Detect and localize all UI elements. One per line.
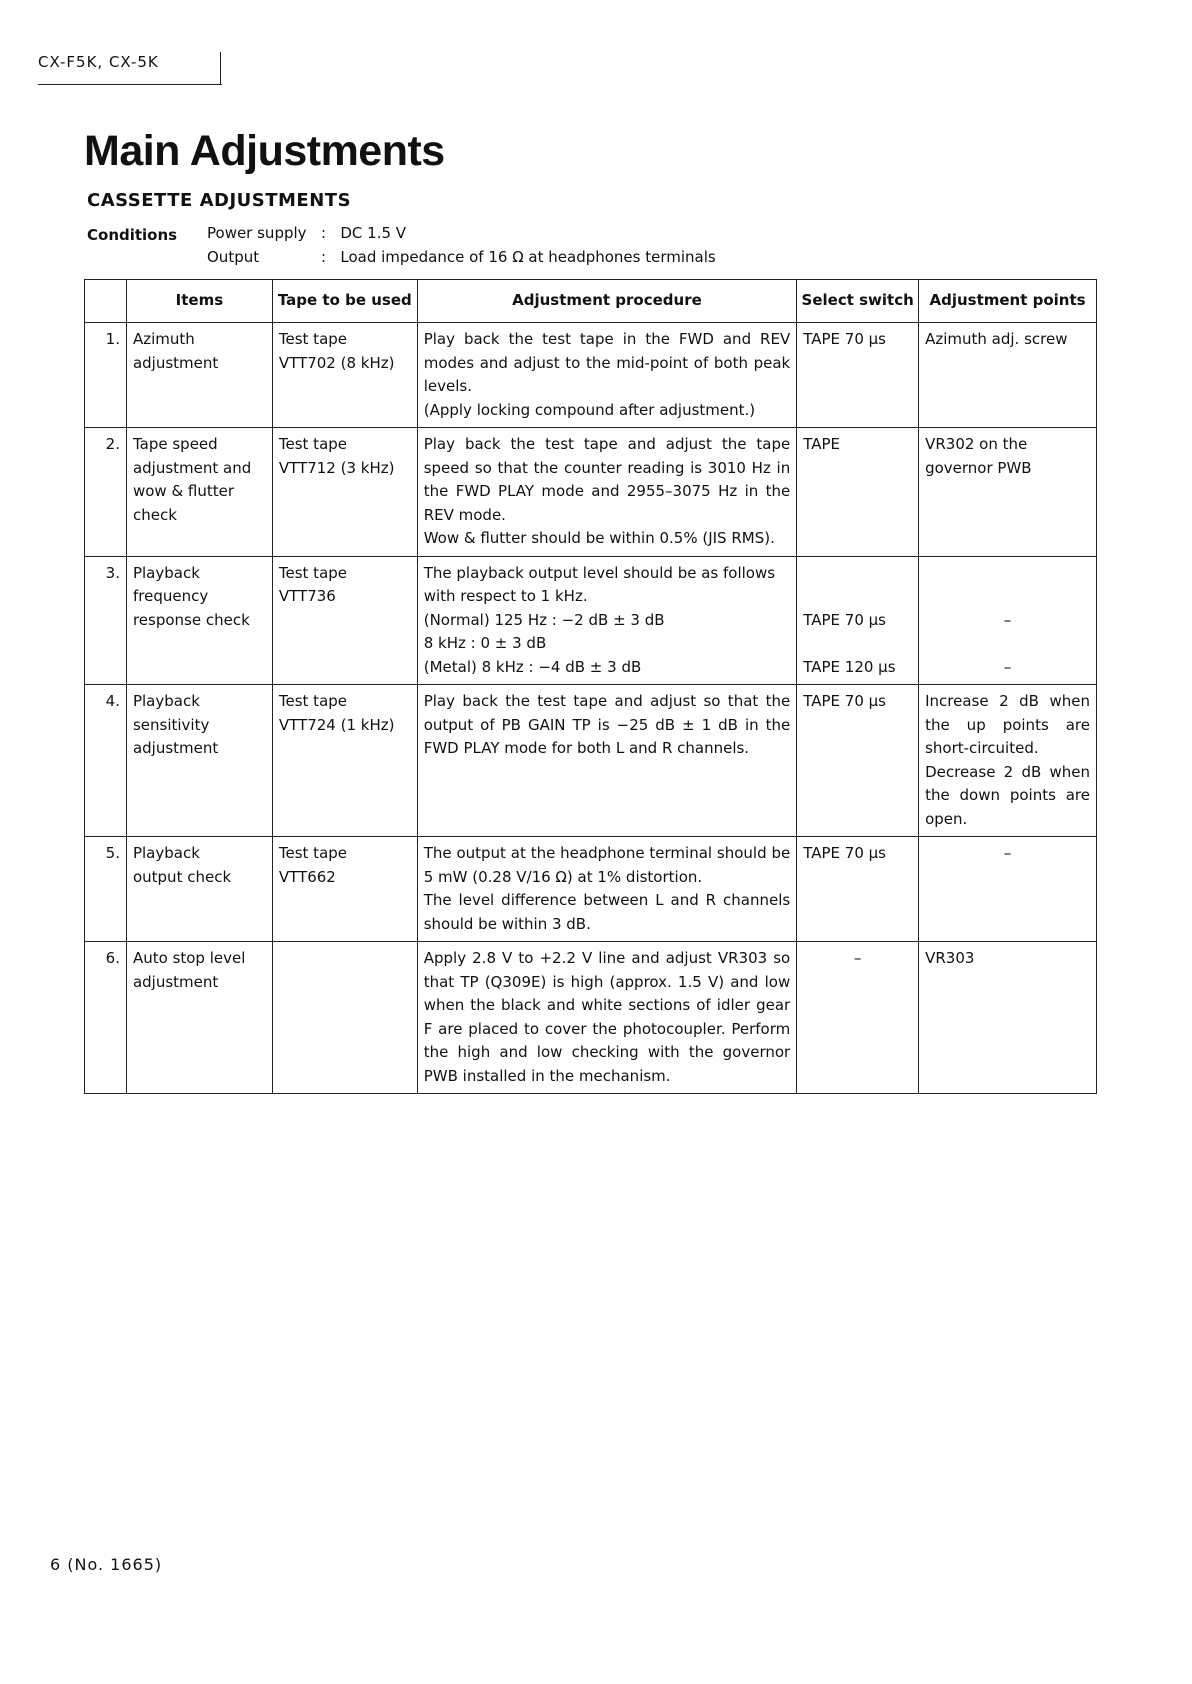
- row-procedure: Play back the test tape and adjust so that the output of PB GAIN TP is −25 dB ± 1 dB in the FWD PLAY mode for both L and R channels.: [417, 685, 797, 837]
- header-switch: Select switch: [797, 280, 919, 323]
- row-points: – –: [919, 556, 1097, 685]
- row-number: 2.: [85, 428, 127, 557]
- table-row: [85, 942, 1097, 1094]
- row-item: Playback frequency response check: [126, 556, 272, 685]
- row-switch: –: [797, 942, 919, 1094]
- row-tape: Test tape VTT662: [272, 837, 417, 942]
- row-points: –: [919, 837, 1097, 942]
- table-row: [85, 428, 1097, 557]
- row-number: 6.: [85, 942, 127, 1094]
- row-procedure: Play back the test tape and adjust the tape speed so that the counter reading is 3010 Hz in the FWD PLAY mode and 2955–3075 Hz in the REV mode. Wow & flutter should be within 0.5% (JIS RMS).: [417, 428, 797, 557]
- header-procedure: Adjustment procedure: [417, 280, 797, 323]
- table-row: [85, 556, 1097, 685]
- row-number: 4.: [85, 685, 127, 837]
- row-points: VR303: [919, 942, 1097, 1094]
- row-item: Azimuth adjustment: [126, 323, 272, 428]
- section-subtitle: CASSETTE ADJUSTMENTS: [87, 190, 352, 211]
- header-tape: Tape to be used: [272, 280, 417, 323]
- row-points: Azimuth adj. screw: [919, 323, 1097, 428]
- table-row: [85, 323, 1097, 428]
- table-row: [85, 837, 1097, 942]
- page-footer: 6 (No. 1665): [50, 1555, 163, 1574]
- row-number: 1.: [85, 323, 127, 428]
- row-procedure: The output at the headphone terminal should be 5 mW (0.28 V/16 Ω) at 1% distortion. The level difference between L and R channels should be within 3 dB.: [417, 837, 797, 942]
- row-number: 3.: [85, 556, 127, 685]
- row-switch: TAPE 70 μs: [797, 685, 919, 837]
- row-item: Playback sensitivity adjustment: [126, 685, 272, 837]
- adjustments-table: [84, 279, 1097, 1094]
- row-tape: Test tape VTT736: [272, 556, 417, 685]
- condition-power-supply: [207, 224, 406, 242]
- condition-key: Power supply: [207, 224, 307, 242]
- conditions-label: Conditions: [87, 226, 178, 244]
- header-items: Items: [126, 280, 272, 323]
- page-title: Main Adjustments: [84, 127, 445, 175]
- table-header-row: [85, 280, 1097, 323]
- condition-value: Load impedance of 16 Ω at headphones terminals: [340, 248, 716, 266]
- condition-key: Output: [207, 248, 260, 266]
- row-number: 5.: [85, 837, 127, 942]
- condition-sep: :: [321, 224, 327, 242]
- row-tape: Test tape VTT712 (3 kHz): [272, 428, 417, 557]
- header-no: [85, 280, 127, 323]
- row-switch: TAPE 70 μs: [797, 837, 919, 942]
- row-item: Auto stop level adjustment: [126, 942, 272, 1094]
- table-row: [85, 685, 1097, 837]
- row-tape: Test tape VTT724 (1 kHz): [272, 685, 417, 837]
- header-rule: [38, 84, 222, 85]
- condition-output: [207, 248, 716, 266]
- row-switch: TAPE 70 μs: [797, 323, 919, 428]
- header-rule-vertical: [220, 52, 221, 84]
- row-switch: TAPE: [797, 428, 919, 557]
- row-item: Playback output check: [126, 837, 272, 942]
- row-tape: [272, 942, 417, 1094]
- header-points: Adjustment points: [919, 280, 1097, 323]
- row-procedure: Play back the test tape in the FWD and REV modes and adjust to the mid-point of both peak levels. (Apply locking compound after adjustment.): [417, 323, 797, 428]
- row-switch: TAPE 70 μs TAPE 120 μs: [797, 556, 919, 685]
- model-header: CX-F5K, CX-5K: [38, 53, 159, 71]
- condition-sep: :: [321, 248, 327, 266]
- row-procedure: Apply 2.8 V to +2.2 V line and adjust VR303 so that TP (Q309E) is high (approx. 1.5 V) and low when the black and white sections of idler gear F are placed to cover the photocoupler. Perform the high and low checking with the governor PWB installed in the mechanism.: [417, 942, 797, 1094]
- row-procedure: The playback output level should be as follows with respect to 1 kHz. (Normal) 125 Hz : −2 dB ± 3 dB 8 kHz : 0 ± 3 dB (Metal) 8 kHz : −4 dB ± 3 dB: [417, 556, 797, 685]
- row-points: VR302 on the governor PWB: [919, 428, 1097, 557]
- row-tape: Test tape VTT702 (8 kHz): [272, 323, 417, 428]
- row-item: Tape speed adjustment and wow & flutter check: [126, 428, 272, 557]
- condition-value: DC 1.5 V: [340, 224, 407, 242]
- row-points: Increase 2 dB when the up points are short-circuited. Decrease 2 dB when the down points are open.: [919, 685, 1097, 837]
